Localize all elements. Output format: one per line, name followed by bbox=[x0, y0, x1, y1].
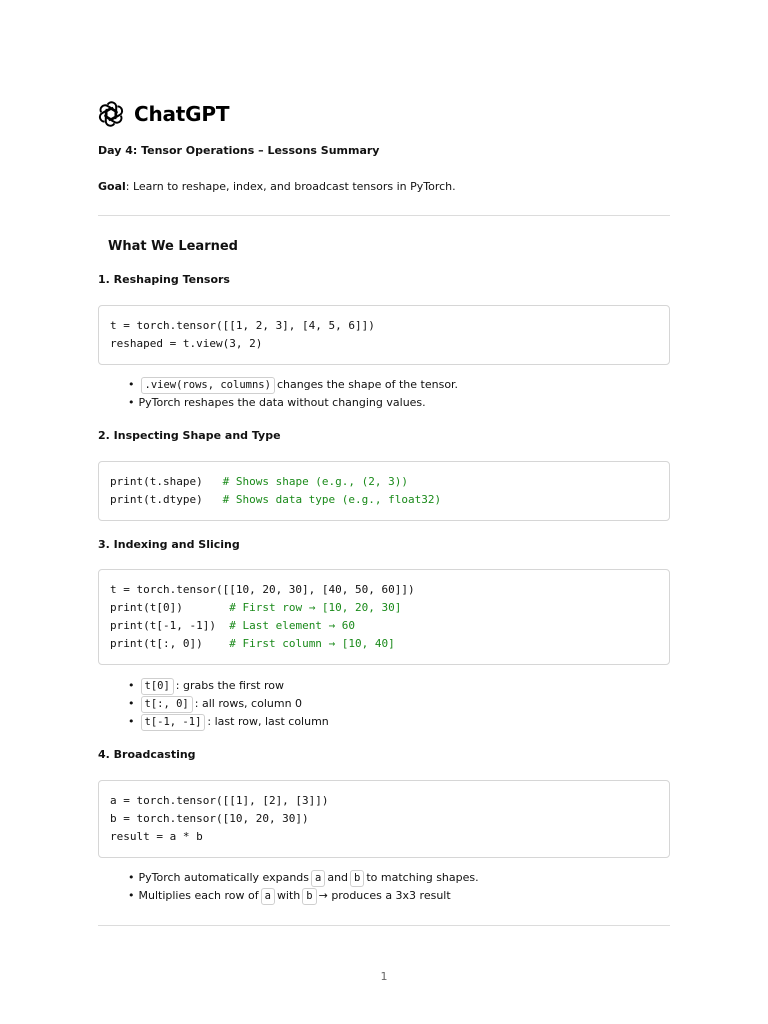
code-block-inspecting bbox=[98, 461, 670, 521]
list-item bbox=[128, 869, 479, 887]
bullet-dot: • bbox=[128, 378, 135, 391]
bullet-list-reshaping bbox=[128, 376, 458, 412]
bullet-text: PyTorch automatically expands bbox=[138, 871, 309, 884]
bullet-dot: • bbox=[128, 871, 135, 884]
inline-code: a bbox=[261, 888, 275, 905]
bullet-text: : all rows, column 0 bbox=[194, 697, 303, 710]
code-text: print(t[0]) bbox=[110, 601, 230, 614]
header bbox=[98, 99, 229, 129]
bullet-list-indexing bbox=[128, 677, 329, 731]
inline-code: t[0] bbox=[141, 678, 174, 695]
bullet-text: with bbox=[276, 889, 301, 902]
list-item bbox=[128, 695, 329, 713]
code-text: print(t[-1, -1]) bbox=[110, 619, 230, 632]
list-item bbox=[128, 376, 458, 394]
openai-logo-icon bbox=[98, 101, 124, 127]
code-text: print(t.shape) bbox=[110, 475, 223, 488]
code-text: reshaped = t.view(3, 2) bbox=[110, 337, 263, 350]
list-item bbox=[128, 677, 329, 695]
bullet-dot: • bbox=[128, 396, 135, 409]
divider bbox=[98, 925, 670, 926]
code-line bbox=[110, 635, 658, 653]
code-block-indexing bbox=[98, 569, 670, 665]
code-comment: # First column → [10, 40] bbox=[229, 637, 395, 650]
bullet-text: : grabs the first row bbox=[175, 679, 285, 692]
subheading-reshaping: 1. Reshaping Tensors bbox=[98, 273, 230, 286]
code-text: a = torch.tensor([[1], [2], [3]]) bbox=[110, 794, 329, 807]
bullet-text: to matching shapes. bbox=[366, 871, 479, 884]
page-number: 1 bbox=[380, 970, 388, 983]
brand-name: ChatGPT bbox=[134, 102, 230, 126]
code-line bbox=[110, 335, 658, 353]
code-text: print(t[:, 0]) bbox=[110, 637, 230, 650]
code-line bbox=[110, 599, 658, 617]
code-text: b = torch.tensor([10, 20, 30]) bbox=[110, 812, 309, 825]
code-comment: # Last element → 60 bbox=[229, 619, 356, 632]
code-line bbox=[110, 491, 658, 509]
inline-code: b bbox=[350, 870, 364, 887]
code-text: result = a * b bbox=[110, 830, 203, 843]
bullet-text: changes the shape of the tensor. bbox=[276, 378, 459, 391]
code-line bbox=[110, 473, 658, 491]
bullet-dot: • bbox=[128, 715, 135, 728]
inline-code: t[:, 0] bbox=[141, 696, 193, 713]
subheading-broadcasting: 4. Broadcasting bbox=[98, 748, 196, 761]
divider bbox=[98, 215, 670, 216]
code-comment: # Shows shape (e.g., (2, 3)) bbox=[222, 475, 409, 488]
code-text: print(t.dtype) bbox=[110, 493, 223, 506]
code-block-broadcasting bbox=[98, 780, 670, 858]
list-item bbox=[128, 713, 329, 731]
bullet-dot: • bbox=[128, 697, 135, 710]
bullet-text: Multiplies each row of bbox=[138, 889, 259, 902]
subheading-indexing: 3. Indexing and Slicing bbox=[98, 538, 240, 551]
bullet-text: and bbox=[327, 871, 349, 884]
bullet-dot: • bbox=[128, 889, 135, 902]
code-line bbox=[110, 792, 658, 810]
code-text: t = torch.tensor([[1, 2, 3], [4, 5, 6]]) bbox=[110, 319, 375, 332]
list-item bbox=[128, 887, 479, 905]
code-line bbox=[110, 617, 658, 635]
subheading-inspecting: 2. Inspecting Shape and Type bbox=[98, 429, 281, 442]
code-line bbox=[110, 581, 658, 599]
goal-label: Goal bbox=[98, 180, 126, 193]
bullet-text: → produces a 3x3 result bbox=[318, 889, 451, 902]
document-title: Day 4: Tensor Operations – Lessons Summary bbox=[98, 144, 380, 157]
bullet-text: : last row, last column bbox=[207, 715, 329, 728]
code-line bbox=[110, 810, 658, 828]
list-item bbox=[128, 394, 458, 412]
section-heading: What We Learned bbox=[108, 239, 238, 254]
code-line bbox=[110, 317, 658, 335]
code-text: t = torch.tensor([[10, 20, 30], [40, 50, 60]]) bbox=[110, 583, 415, 596]
inline-code: t[-1, -1] bbox=[141, 714, 206, 731]
code-block-reshaping bbox=[98, 305, 670, 365]
code-comment: # First row → [10, 20, 30] bbox=[229, 601, 402, 614]
bullet-text: PyTorch reshapes the data without changing values. bbox=[138, 396, 426, 409]
inline-code: a bbox=[311, 870, 325, 887]
bullet-dot: • bbox=[128, 679, 135, 692]
inline-code: b bbox=[302, 888, 316, 905]
code-line bbox=[110, 828, 658, 846]
goal-line bbox=[98, 180, 456, 193]
inline-code: .view(rows, columns) bbox=[141, 377, 275, 394]
goal-text: : Learn to reshape, index, and broadcast tensors in PyTorch. bbox=[125, 180, 456, 193]
code-comment: # Shows data type (e.g., float32) bbox=[222, 493, 442, 506]
bullet-list-broadcasting bbox=[128, 869, 479, 905]
